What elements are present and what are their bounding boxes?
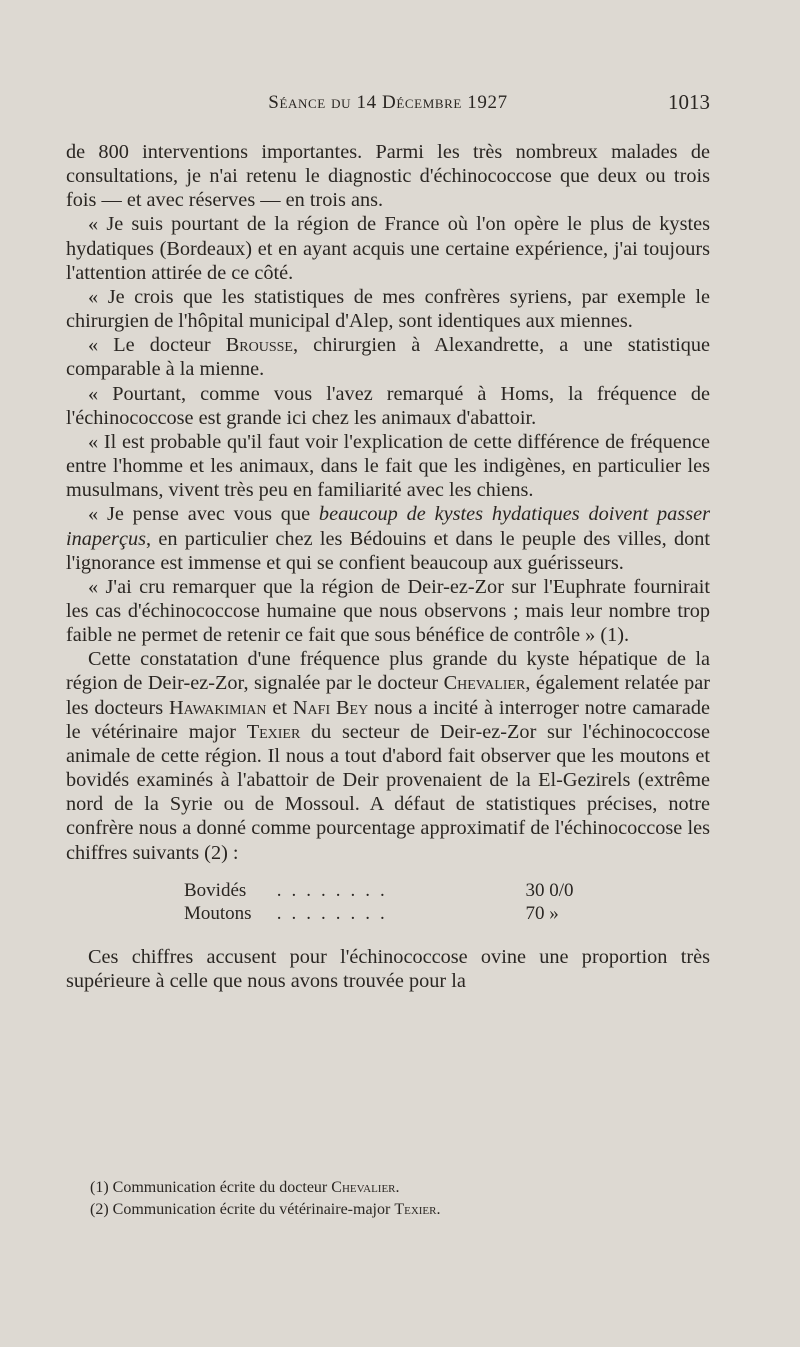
paragraph-3: « Je crois que les statistiques de mes confrères syriens, par exemple le chirurgien de l'hôpital municipal d'Alep, sont identiques aux miennes. <box>66 285 710 333</box>
percentage-table <box>184 879 584 925</box>
text: « Le docteur <box>88 334 226 357</box>
footnote-1 <box>90 1177 710 1199</box>
paragraph-1: de 800 interventions importantes. Parmi les très nombreux malades de consultations, je n'ai retenu le diagnostic d'échinococcose que deux ou trois fois — et avec réserves — en trois ans. <box>66 141 710 212</box>
text: (2) Communication écrite du vétérinaire-major <box>90 1201 395 1218</box>
text: , également relatée par les docteurs <box>66 672 710 719</box>
text: . <box>436 1201 441 1218</box>
person-name: Texier <box>394 1201 437 1218</box>
text: nous a incité à interroger notre camarade le vétérinaire major <box>66 696 710 743</box>
paragraph-2: « Je suis pourtant de la région de France où l'on opère le plus de kystes hydatiques (Bordeaux) et en ayant acquis une certaine expérience, j'ai toujours l'attention attirée de ce côté. <box>66 213 710 284</box>
paragraph-7 <box>66 502 710 574</box>
leader-dots: ........ <box>276 902 395 924</box>
text: et <box>266 696 293 719</box>
text: du secteur de Deir-ez-Zor sur l'échinococcose animale de cette région. Il nous a tout d'abord fait observer que les moutons et bovidés examinés à l'abattoir de Deir provenaient de la El-Gezirels (extrême nord de la Syrie ou de Mossoul. A défaut de statistiques précises, notre confrère nous a donné comme pourcentage approximatif de l'échinococcose les chiffres suivants (2) : <box>66 720 711 864</box>
person-name: Chevalier <box>331 1179 396 1196</box>
text: « Je pense avec vous que <box>88 503 319 526</box>
table-row <box>184 879 584 902</box>
paragraph-10: Ces chiffres accusent pour l'échinococcose ovine une proportion très supérieure à celle que nous avons trouvée pour la <box>66 945 710 992</box>
paragraph-4 <box>66 333 710 381</box>
paragraph-8: « J'ai cru remarquer que la région de Deir-ez-Zor sur l'Euphrate fournirait les cas d'échinococcose humaine que nous observons ; mais leur nombre trop faible ne permet de retenir ce fait que sous bénéfice de contrôle » (1). <box>66 575 710 647</box>
person-name: Chevalier <box>443 672 526 695</box>
italic-phrase: beaucoup de kystes hydatiques doivent passer inaperçus <box>66 503 710 550</box>
person-name: Texier <box>246 720 301 743</box>
page-header <box>66 88 710 118</box>
row-label: Bovidés <box>184 879 247 901</box>
person-name: Brousse <box>225 334 293 357</box>
row-value: 70 » <box>525 902 559 924</box>
footnote-2 <box>90 1199 710 1221</box>
leader-dots: ........ <box>276 879 395 901</box>
person-name: Hawakimian <box>169 696 267 719</box>
page-number: 1013 <box>668 90 710 114</box>
text: , chirurgien à Alexandrette, a une statistique comparable à la mienne. <box>66 334 710 381</box>
row-value: 30 0/0 <box>525 879 574 901</box>
running-title: Séance du 14 Décembre 1927 <box>268 92 508 113</box>
person-name: Nafi Bey <box>292 696 369 719</box>
paragraph-9 <box>66 647 710 864</box>
paragraph-5: « Pourtant, comme vous l'avez remarqué à Homs, la fréquence de l'échinococcose est grande ici chez les animaux d'abattoir. <box>66 382 710 429</box>
text: Cette constatation d'une fréquence plus grande du kyste hépatique de la région de Deir-ez-Zor, signalée par le docteur <box>66 648 710 695</box>
body-text <box>66 140 710 993</box>
text: . <box>395 1179 400 1196</box>
table-row <box>184 902 584 925</box>
text: (1) Communication écrite du docteur <box>90 1179 332 1196</box>
paragraph-6: « Il est probable qu'il faut voir l'explication de cette différence de fréquence entre l'homme et les animaux, dans le fait que les indigènes, en particulier les musulmans, vivent très peu en familiarité avec les chiens. <box>66 430 710 502</box>
row-label: Moutons <box>184 902 252 924</box>
text: , en particulier chez les Bédouins et dans le peuple des villes, dont l'ignorance est immense et qui se confient beaucoup aux guérisseurs. <box>66 527 710 574</box>
footnotes <box>90 1177 710 1221</box>
